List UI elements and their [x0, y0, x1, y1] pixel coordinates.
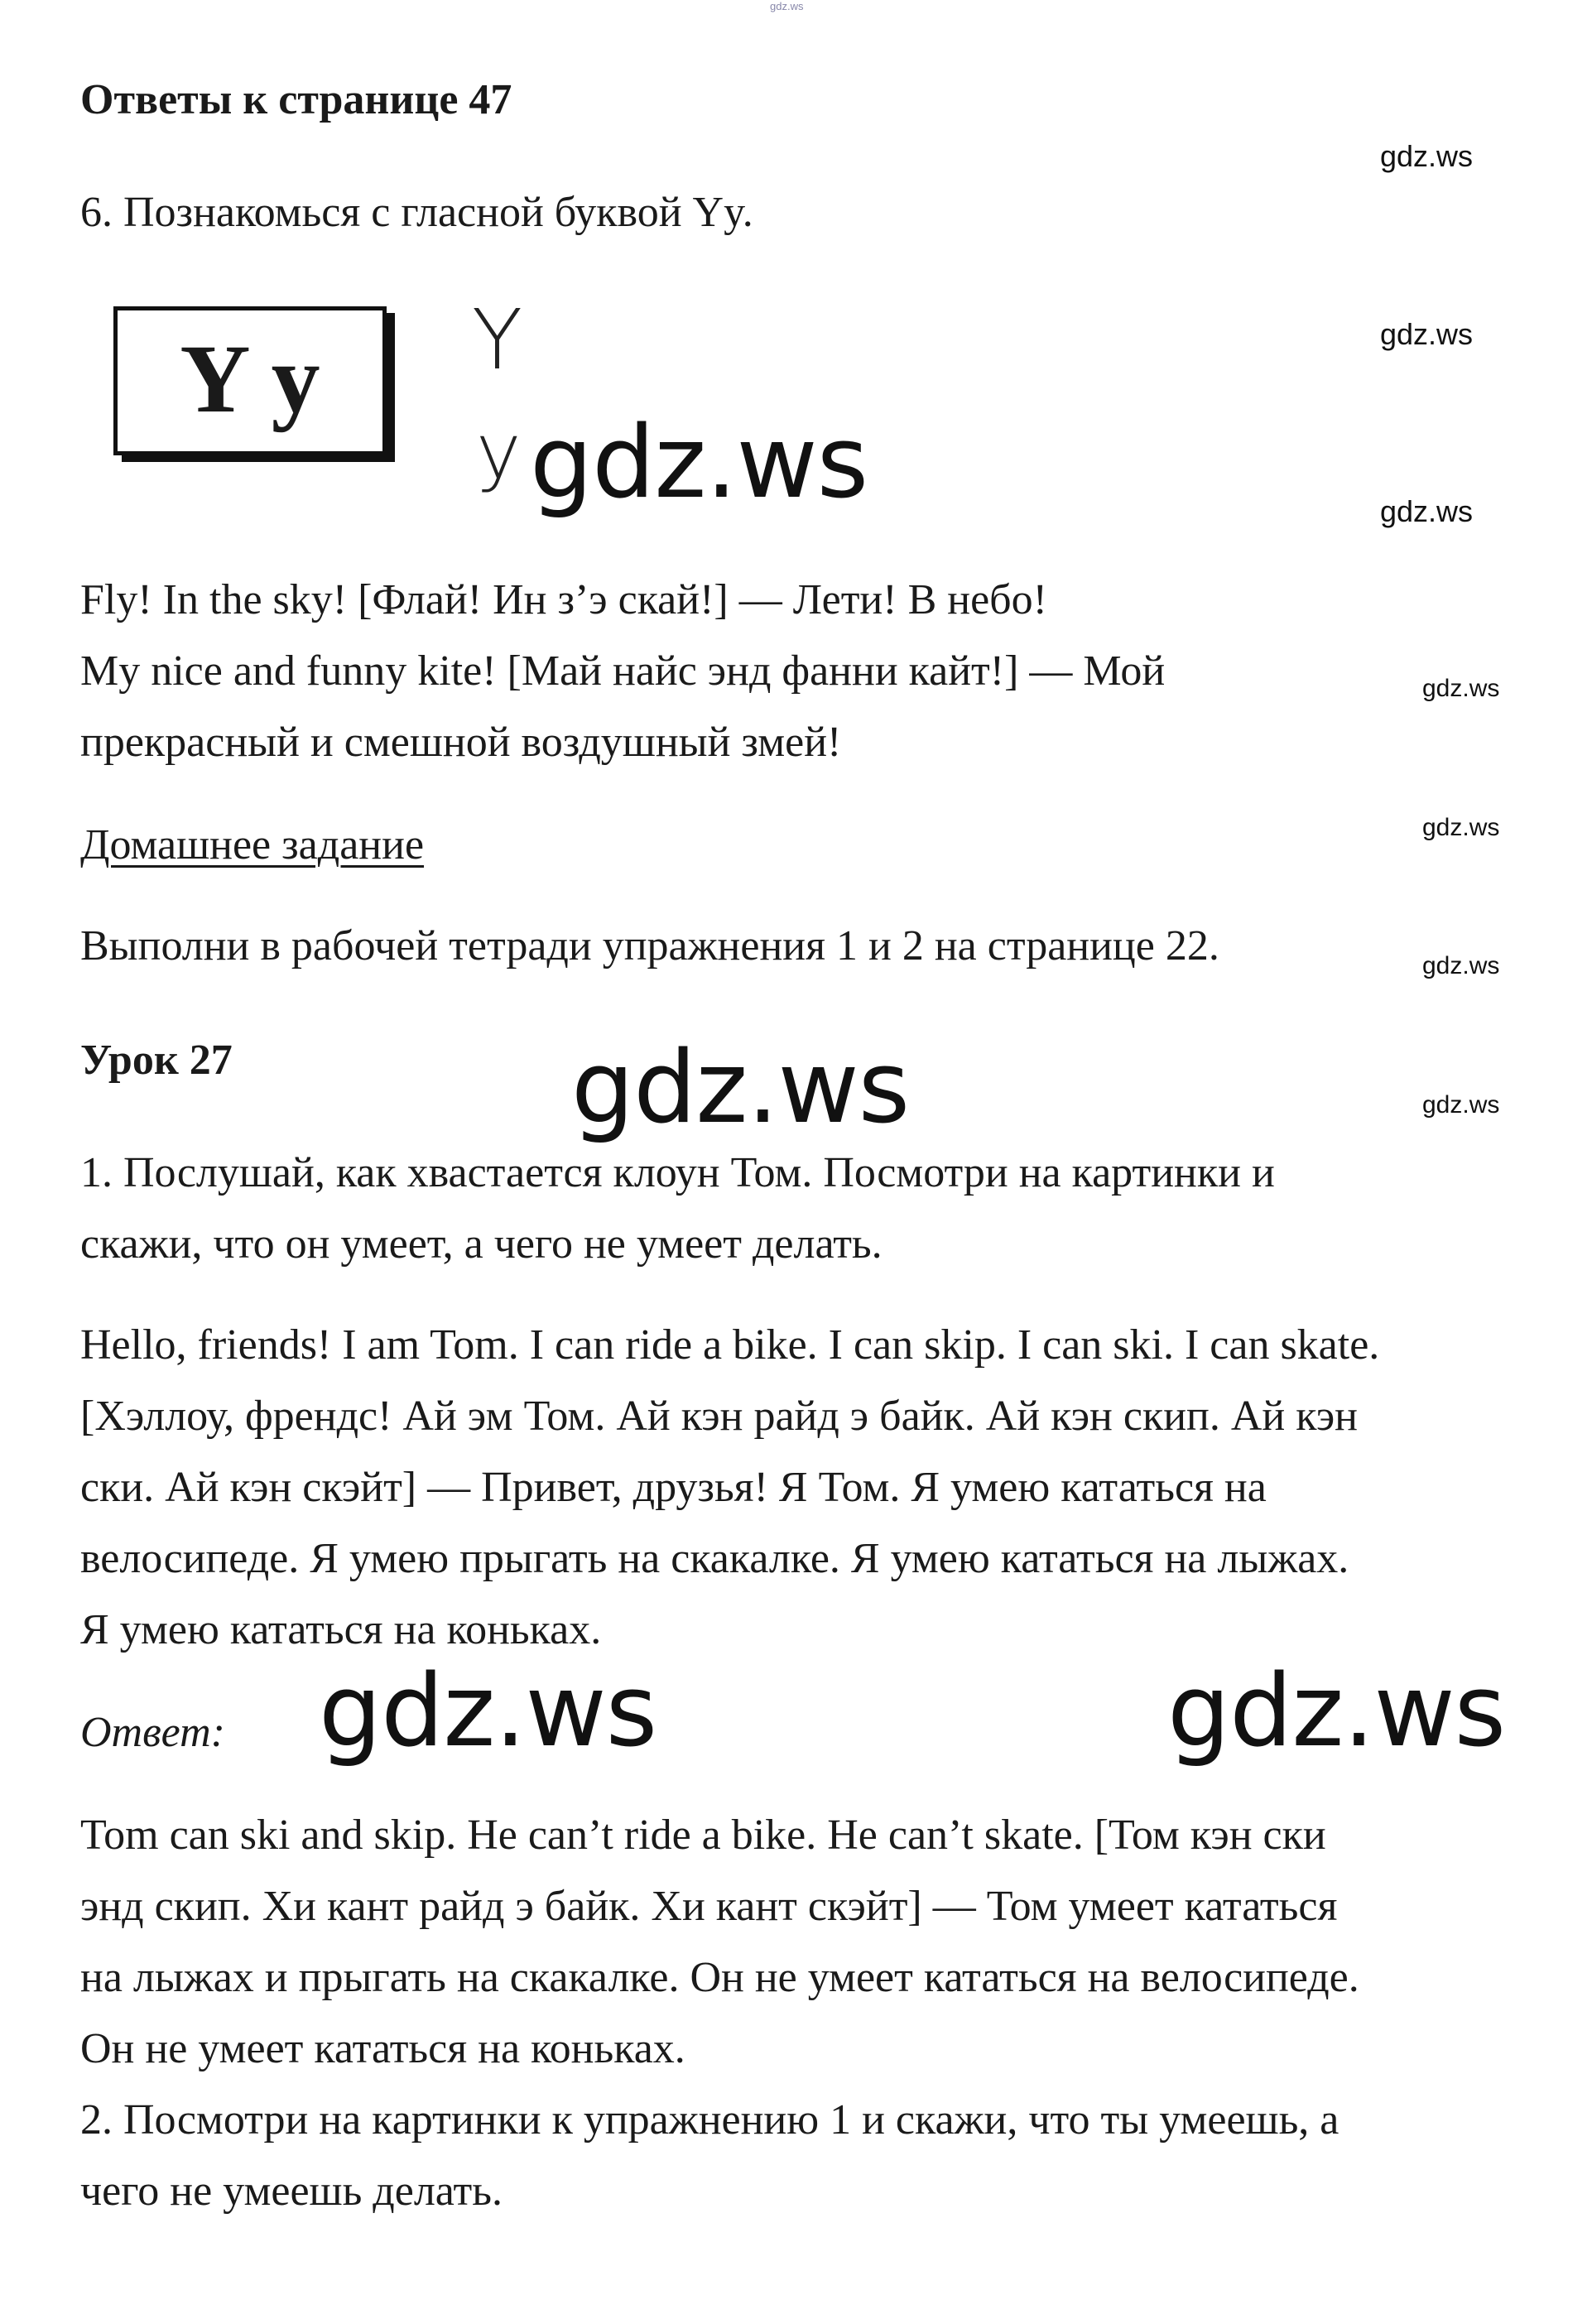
page-title: Ответы к странице 47: [80, 76, 512, 123]
task1-text-line: Hello, friends! I am Tom. I can ride a bike. I can skip. I can ski. I can skate.: [80, 1321, 1380, 1369]
script-letter-upper: Y: [472, 291, 523, 388]
answer-label: Ответ:: [80, 1709, 225, 1756]
homework-label: Домашнее задание: [80, 821, 425, 868]
watermark-right: gdz.ws: [1422, 675, 1500, 702]
watermark-right: gdz.ws: [1380, 494, 1474, 528]
task6-line: My nice and funny kite! [Май найс энд фанни кайт!] — Мой: [80, 647, 1166, 695]
watermark-right: gdz.ws: [1422, 1091, 1500, 1119]
script-letter-lower: y: [476, 407, 522, 496]
watermark-big: gdz.ws: [1167, 1654, 1506, 1769]
lesson-title: Урок 27: [80, 1037, 233, 1084]
top-watermark: gdz.ws: [770, 0, 804, 12]
letter-card: [113, 306, 387, 455]
homework-text: Выполни в рабочей тетради упражнения 1 и 2 на странице 22.: [80, 922, 1219, 970]
task1-heading-line: скажи, что он умеет, а чего не умеет делать.: [80, 1220, 883, 1268]
task1-text-line: Я умею кататься на коньках.: [80, 1606, 602, 1653]
watermark-big: gdz.ws: [571, 1031, 910, 1146]
task1-text-line: [Хэллоу, френдс! Ай эм Том. Ай кэн райд э байк. Ай кэн скип. Ай кэн: [80, 1393, 1358, 1440]
task1-heading-line: 1. Послушай, как хвастается клоун Том. Посмотри на картинки и: [80, 1149, 1275, 1196]
watermark-right: gdz.ws: [1380, 317, 1474, 351]
letter-card-text: Y y: [180, 325, 320, 433]
task6-line: прекрасный и смешной воздушный змей!: [80, 719, 842, 766]
answer-line: энд скип. Хи кант райд э байк. Хи кант скэйт] — Том умеет кататься: [80, 1883, 1338, 1930]
answer-line: Он не умеет кататься на коньках.: [80, 2025, 685, 2072]
task1-text-line: ски. Ай кэн скэйт] — Привет, друзья! Я Том. Я умею кататься на: [80, 1464, 1267, 1511]
watermark-big: gdz.ws: [530, 406, 868, 521]
task2-line: чего не умеешь делать.: [80, 2168, 503, 2215]
watermark-right: gdz.ws: [1380, 139, 1474, 173]
task6-heading: 6. Познакомься с гласной буквой Yy.: [80, 189, 753, 236]
task1-text-line: велосипеде. Я умею прыгать на скакалке. Я умею кататься на лыжах.: [80, 1535, 1349, 1582]
watermark-right: gdz.ws: [1422, 814, 1500, 841]
answer-line: на лыжах и прыгать на скакалке. Он не умеет кататься на велосипеде.: [80, 1954, 1359, 2001]
task2-line: 2. Посмотри на картинки к упражнению 1 и скажи, что ты умеешь, а: [80, 2096, 1339, 2144]
watermark-big: gdz.ws: [319, 1654, 657, 1769]
watermark-right: gdz.ws: [1422, 952, 1500, 979]
task6-line: Fly! In the sky! [Флай! Ин з’э скай!] — Лети! В небо!: [80, 576, 1047, 623]
answer-line: Tom can ski and skip. He can’t ride a bike. He can’t skate. [Том кэн ски: [80, 1812, 1326, 1859]
